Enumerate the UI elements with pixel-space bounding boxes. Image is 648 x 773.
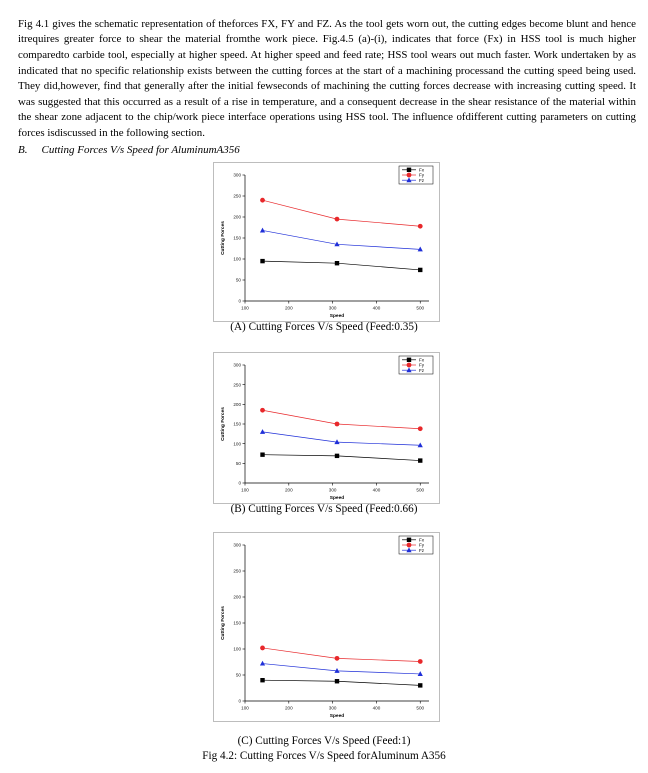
series-fx (260, 678, 422, 688)
x-tick-label: 100 (241, 705, 249, 711)
y-tick-label: 300 (233, 172, 241, 178)
data-point (418, 458, 422, 462)
data-point (260, 408, 265, 413)
series-line (263, 432, 421, 445)
series-fz (260, 661, 423, 676)
series-line (263, 680, 421, 685)
x-tick-label: 500 (416, 705, 425, 711)
x-axis-label: Speed (329, 314, 345, 319)
y-tick-label: 150 (233, 235, 241, 241)
series-fz (260, 429, 423, 447)
data-point (260, 198, 265, 203)
y-tick-label: 250 (233, 193, 241, 199)
section-title: Cutting Forces V/s Speed for AluminumA356 (41, 144, 240, 156)
x-tick-label: 300 (328, 305, 337, 311)
y-tick-label: 150 (233, 620, 241, 626)
y-tick-label: 0 (238, 480, 241, 486)
data-point (260, 452, 264, 456)
data-point (260, 429, 265, 434)
legend-label: Fz (419, 367, 425, 373)
y-axis-label: Cutting Forces (221, 407, 226, 441)
legend-label: Fx (419, 357, 425, 363)
legend-marker (407, 363, 412, 368)
x-tick-label: 200 (284, 487, 293, 493)
section-number: B. (18, 144, 28, 156)
data-point (335, 217, 340, 222)
legend-label: Fy (419, 362, 425, 368)
y-tick-label: 50 (235, 460, 241, 466)
series-line (263, 200, 421, 226)
figure-caption: Fig 4.2: Cutting Forces V/s Speed forAluminum A356 (202, 750, 446, 762)
legend (399, 166, 433, 184)
body-paragraph: Fig 4.1 gives the schematic representation of theforces FX, FY and FZ. As the tool gets worn out, the cutting edges become blunt and hence itrequires greater force to shear the material fromthe work piece. Fig.4.5 (a)-(i), indicates that force (Fx) in HSS tool is much higher comparedto carbide tool, especially at higher speed. At higher speed and feed rate; HSS tool wears out much faster. Work undertaken by as indicated that no specific relationship exists between the cutting forces at the start of a machining processand the cutting speed being used. They did,however, find that generally after the initial fewseconds of machining the cutting forces decrease with increasing cutting speed. It was suggested that this occurred as a result of a rise in temperature, and a consequent decrease in the shear resistance of the material within the shear zone adjacent to the chip/work piece interface operations using HSS tool. The influence ofdifferent cutting parameters on cutting forces isdiscussed in the following section. (18, 17, 636, 140)
chart-c-caption: (C) Cutting Forces V/s Speed (Feed:1) (237, 735, 411, 747)
chart-c (213, 532, 440, 722)
series-line (263, 230, 421, 249)
data-point (335, 261, 339, 265)
data-point (418, 224, 423, 229)
legend-label: Fz (419, 177, 425, 183)
y-tick-label: 0 (238, 698, 241, 704)
series-fy (260, 646, 423, 664)
data-point (335, 656, 340, 661)
y-tick-label: 250 (233, 382, 241, 388)
chart-svg (214, 353, 439, 503)
y-axis-label: Cutting Forces (221, 221, 226, 255)
legend-marker (407, 358, 411, 362)
data-point (418, 426, 423, 431)
section-heading (18, 144, 240, 156)
y-tick-label: 100 (233, 441, 241, 447)
series-line (263, 261, 421, 270)
y-tick-label: 200 (233, 401, 241, 407)
y-tick-label: 100 (233, 256, 241, 262)
data-point (418, 268, 422, 272)
series-fx (260, 452, 422, 462)
chart-a-caption: (A) Cutting Forces V/s Speed (Feed:0.35) (230, 321, 418, 333)
chart-svg (214, 533, 439, 721)
legend-label: Fx (419, 537, 425, 543)
data-point (260, 646, 265, 651)
y-tick-label: 50 (235, 277, 241, 283)
y-tick-label: 100 (233, 646, 241, 652)
series-line (263, 664, 421, 674)
legend (399, 536, 433, 554)
data-point (260, 661, 265, 666)
y-tick-label: 200 (233, 214, 241, 220)
data-point (418, 659, 423, 664)
x-tick-label: 100 (241, 487, 249, 493)
x-tick-label: 300 (328, 487, 337, 493)
x-axis-label: Speed (329, 714, 345, 719)
series-fx (260, 259, 422, 272)
data-point (260, 259, 264, 263)
legend-marker (407, 543, 412, 548)
y-tick-label: 300 (233, 362, 241, 368)
x-tick-label: 100 (241, 305, 249, 311)
legend-marker (407, 173, 412, 178)
y-tick-label: 250 (233, 568, 241, 574)
x-tick-label: 400 (372, 305, 381, 311)
y-tick-label: 150 (233, 421, 241, 427)
series-line (263, 410, 421, 428)
legend-label: Fz (419, 547, 425, 553)
series-line (263, 455, 421, 461)
legend-marker (407, 168, 411, 172)
y-tick-label: 300 (233, 542, 241, 548)
x-tick-label: 500 (416, 487, 425, 493)
data-point (335, 454, 339, 458)
chart-b-caption: (B) Cutting Forces V/s Speed (Feed:0.66) (230, 503, 418, 515)
chart-svg (214, 163, 439, 321)
series-fz (260, 228, 423, 252)
data-point (260, 678, 264, 682)
series-fy (260, 198, 423, 229)
legend-label: Fy (419, 172, 425, 178)
x-tick-label: 400 (372, 705, 381, 711)
x-tick-label: 500 (416, 305, 425, 311)
legend (399, 356, 433, 374)
legend-label: Fy (419, 542, 425, 548)
data-point (418, 683, 422, 687)
y-axis-label: Cutting Forces (221, 606, 226, 640)
data-point (260, 228, 265, 233)
y-tick-label: 200 (233, 594, 241, 600)
x-tick-label: 400 (372, 487, 381, 493)
series-fy (260, 408, 423, 431)
y-tick-label: 50 (235, 672, 241, 678)
x-axis-label: Speed (329, 496, 345, 501)
x-tick-label: 200 (284, 705, 293, 711)
legend-marker (407, 538, 411, 542)
legend-label: Fx (419, 167, 425, 173)
data-point (335, 422, 340, 427)
x-tick-label: 300 (328, 705, 337, 711)
x-tick-label: 200 (284, 305, 293, 311)
y-tick-label: 0 (238, 298, 241, 304)
chart-a (213, 162, 440, 322)
data-point (335, 679, 339, 683)
chart-b (213, 352, 440, 504)
series-line (263, 648, 421, 662)
